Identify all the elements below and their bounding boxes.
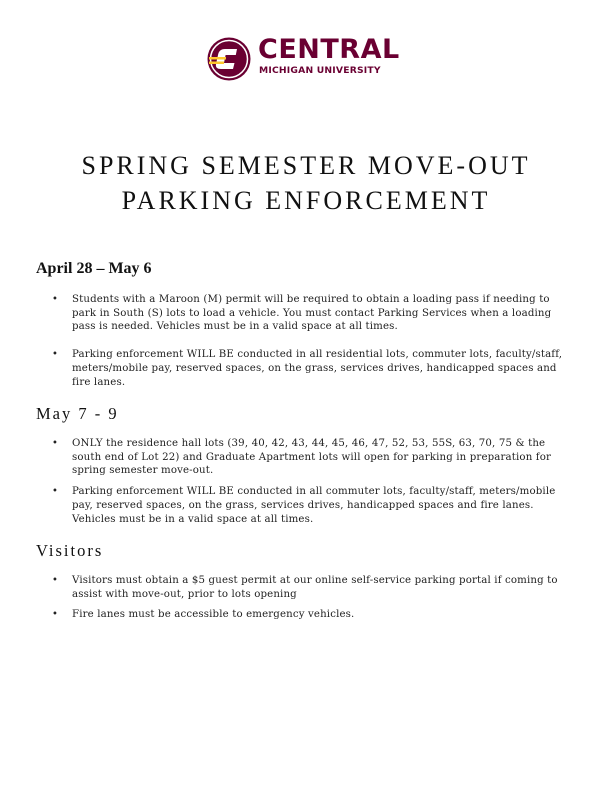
visitors-list	[36, 574, 576, 622]
logo-subtitle: MICHIGAN UNIVERSITY	[259, 65, 381, 76]
logo-wordmark: CENTRAL	[258, 34, 400, 65]
section-heading-visitors: Visitors	[36, 541, 104, 560]
cmu-logo	[206, 36, 406, 82]
may-list	[36, 437, 576, 526]
title-line-2: PARKING ENFORCEMENT	[121, 186, 491, 215]
list-item: • Students with a Maroon (M) permit will be required to obtain a loading pass if needing to park in South (S) lots to load a vehicle. You must contact Parking Services when a loading pass is needed. Vehicles must be in a valid space at all times.	[36, 293, 576, 334]
list-item: • ONLY the residence hall lots (39, 40, 42, 43, 44, 45, 46, 47, 52, 53, 55S, 63, 70, 75 & the south end of Lot 22) and Graduate Apartment lots will open for parking in preparation for spring semester move-out.	[36, 437, 576, 478]
section-heading-may: May 7 - 9	[36, 404, 119, 423]
list-item: • Fire lanes must be accessible to emergency vehicles.	[36, 608, 576, 622]
list-item: • Visitors must obtain a $5 guest permit at our online self-service parking portal if coming to assist with move-out, prior to lots opening	[36, 574, 576, 601]
section-heading-april: April 28 – May 6	[36, 260, 152, 277]
page-title	[0, 148, 612, 218]
title-line-1: SPRING SEMESTER MOVE-OUT	[81, 151, 531, 180]
cmu-flying-c-icon	[206, 36, 252, 82]
list-item: • Parking enforcement WILL BE conducted in all commuter lots, faculty/staff, meters/mobile pay, reserved spaces, on the grass, services drives, handicapped spaces and fire lanes. Vehicles must be in a valid space at all times.	[36, 485, 576, 526]
list-item: • Parking enforcement WILL BE conducted in all residential lots, commuter lots, faculty/staff, meters/mobile pay, reserved spaces, on the grass, services drives, handicapped spaces and fire lanes.	[36, 348, 576, 389]
april-list	[36, 293, 576, 389]
